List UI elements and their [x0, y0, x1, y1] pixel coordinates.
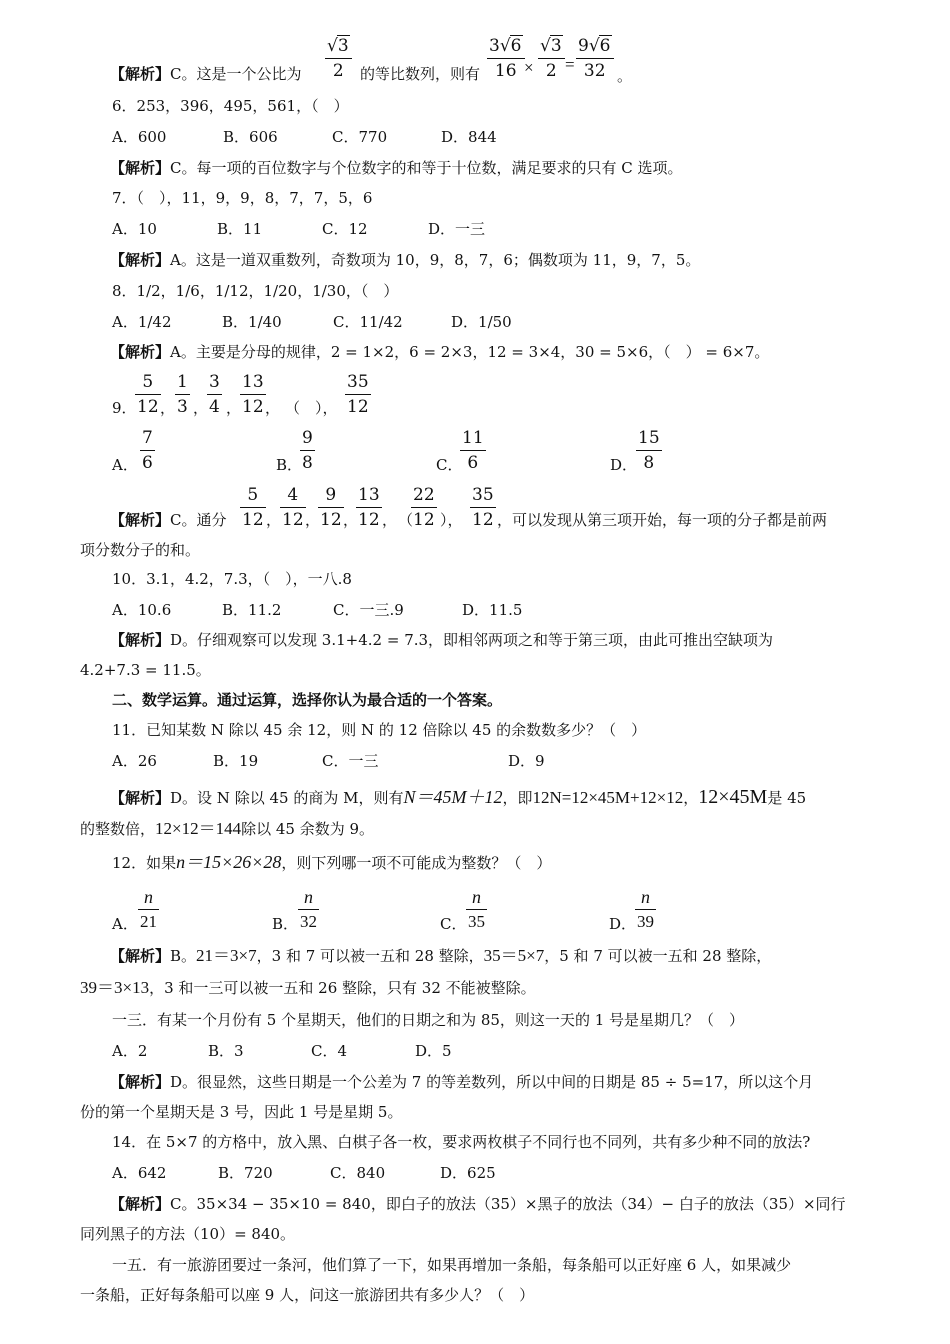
q5-fraction-3: 9√6 32: [576, 36, 614, 81]
comma: ，: [266, 511, 282, 529]
q9-explanation-line2: 项分数分子的和。: [80, 541, 201, 559]
q12-option-b: n 32: [300, 887, 317, 931]
q11-option-c: C．一三: [322, 752, 379, 770]
q14-option-b: B．720: [218, 1164, 273, 1182]
q10-option-b: B．11.2: [222, 601, 282, 619]
q8-option-b: B．1/40: [222, 313, 282, 331]
times-sign: ×: [524, 58, 534, 77]
q6-question: 6．253，396，495，561，（ ）: [112, 97, 349, 115]
q7-option-b: B．11: [217, 220, 263, 238]
q13-option-d: D．5: [415, 1042, 452, 1060]
q14-question: 14．在 5×7 的方格中，放入黑、白棋子各一枚，要求两枚棋子不同行也不同列，共有多少种不同的放法?: [112, 1133, 811, 1151]
comma: ，: [193, 399, 209, 417]
q9-number: 9．: [112, 399, 137, 417]
q9-term-5: 35 12: [347, 372, 369, 417]
equation: n＝15×26×28: [176, 852, 282, 872]
equation: 21＝3×7: [196, 946, 257, 965]
q6-option-b: B．606: [223, 128, 278, 146]
equation: 39＝3×13: [80, 978, 150, 997]
q12-question: 12．如果n＝15×26×28，则下列哪一项不可能成为整数？（ ）: [112, 852, 552, 872]
q12-option-c-letter: C．: [440, 915, 467, 933]
q8-option-d: D．1/50: [451, 313, 512, 331]
q7-question: 7．（ ），11，9，9，8，7，7，5，6: [112, 189, 373, 207]
equation: N＝45M＋12: [403, 787, 503, 807]
q6-explanation: 【解析】C。每一项的百位数字与个位数字的和等于十位数，满足要求的只有 C 选项。: [110, 159, 683, 177]
q14-option-c: C．840: [330, 1164, 386, 1182]
q11-option-a: A．26: [112, 752, 157, 770]
q12-option-b-letter: B．: [272, 915, 299, 933]
q9-exp-frac-1: 5 12: [242, 485, 264, 530]
q14-explanation: 【解析】C。35×34 − 35×10 = 840，即白子的放法（35）×黑子的放法（34）− 白子的放法（35）×同行: [110, 1195, 846, 1213]
q9-term-4: 13 12: [242, 372, 264, 417]
q9-option-d: 15 8: [638, 428, 660, 473]
q11-explanation-line2: 的整数倍，12×12＝144除以 45 余数为 9。: [80, 819, 375, 838]
q5-ratio-fraction: √3 2: [325, 36, 352, 81]
q12-option-d: n 39: [637, 887, 654, 931]
comma: ，: [343, 511, 359, 529]
q13-explanation: 【解析】D。很显然，这些日期是一个公差为 7 的等差数列，所以中间的日期是 85 ÷ 5=17，所以这个月: [110, 1073, 814, 1091]
q9-term-2: 1 3: [177, 372, 188, 417]
equation: 12N=12×45M+12×12: [532, 788, 684, 807]
section-heading: 二、数学运算。通过运算，选择你认为最合适的一个答案。: [112, 691, 503, 709]
comma: ，: [226, 399, 242, 417]
q13-option-b: B．3: [208, 1042, 244, 1060]
equals-sign: =: [565, 55, 575, 74]
comma: ，: [265, 399, 281, 417]
q6-option-d: D．844: [441, 128, 497, 146]
q5-explanation-cont: 的等比数列，则有: [360, 65, 481, 83]
comma: ，: [305, 511, 321, 529]
q7-option-c: C．12: [322, 220, 368, 238]
q9-term-1: 5 12: [137, 372, 159, 417]
q6-option-a: A．600: [112, 128, 167, 146]
q9-exp-frac-4: 13 12: [358, 485, 380, 530]
q10-explanation-line2: 4.2+7.3 = 11.5。: [80, 661, 211, 679]
q9-blank: （ ），: [285, 399, 338, 417]
q9-option-b-letter: B．: [276, 456, 303, 474]
q14-explanation-line2: 同列黑子的方法（10）= 840。: [80, 1225, 296, 1243]
q12-option-d-letter: D．: [609, 915, 637, 933]
equation: 12×12＝144: [155, 819, 242, 838]
q13-explanation-line2: 份的第一个星期天是 3 号，因此 1 号是星期 5。: [80, 1103, 403, 1121]
q15-question-line2: 一条船，正好每条船可以座 9 人，问这一旅游团共有多少人？（ ）: [80, 1286, 535, 1304]
q11-explanation: 【解析】D。设 N 除以 45 的商为 M，则有N＝45M＋12，即12N=12×45M+12×12，12×45M是 45: [110, 786, 807, 808]
q7-option-d: D．一三: [428, 220, 486, 238]
q10-option-c: C．一三.9: [333, 601, 404, 619]
period: 。: [617, 67, 633, 85]
q9-explanation-cont: ，可以发现从第三项开始，每一项的分子都是前两: [497, 511, 828, 529]
q10-option-a: A．10.6: [112, 601, 172, 619]
equation: 35＝5×7: [483, 946, 545, 965]
paren-close: ），: [440, 511, 463, 529]
comma: ，: [382, 511, 398, 529]
q8-option-a: A．1/42: [112, 313, 172, 331]
q9-exp-frac-5: 22 12: [413, 485, 435, 530]
q9-option-c-letter: C．: [436, 456, 463, 474]
q9-exp-frac-2: 4 12: [282, 485, 304, 530]
q8-question: 8．1/2，1/6，1/12，1/20，1/30，（ ）: [112, 282, 399, 300]
q5-explanation: 【解析】C。这是一个公比为: [110, 65, 302, 83]
q12-option-a-letter: A．: [112, 915, 138, 933]
q11-option-d: D．9: [508, 752, 545, 770]
q7-explanation: 【解析】A。这是一道双重数列，奇数项为 10，9，8，7，6；偶数项为 11，9，7，5。: [110, 251, 701, 269]
q12-explanation: 【解析】B。21＝3×7，3 和 7 可以被一五和 28 整除，35＝5×7，5 和 7 可以被一五和 28 整除，: [110, 946, 772, 965]
q7-option-a: A．10: [112, 220, 157, 238]
q15-question: 一五．有一旅游团要过一条河，他们算了一下，如果再增加一条船，每条船可以正好座 6 人，如果减少: [112, 1256, 792, 1274]
q5-fraction-2: √3 2: [538, 36, 565, 81]
q9-exp-frac-3: 9 12: [320, 485, 342, 530]
q8-explanation: 【解析】A。主要是分母的规律，2 = 1×2，6 = 2×3，12 = 3×4，30 = 5×6，（ ） = 6×7。: [110, 343, 770, 361]
q11-option-b: B．19: [213, 752, 259, 770]
q9-term-3: 3 4: [209, 372, 220, 417]
q11-question: 11．已知某数 N 除以 45 余 12，则 N 的 12 倍除以 45 的余数数多少？（ ）: [112, 721, 647, 739]
q10-explanation: 【解析】D。仔细观察可以发现 3.1+4.2 = 7.3，即相邻两项之和等于第三项，由此可推出空缺项为: [110, 631, 774, 649]
q10-option-d: D．11.5: [462, 601, 523, 619]
q9-option-a: 7 6: [142, 428, 153, 473]
q6-option-c: C．770: [332, 128, 388, 146]
analysis-tag: 【解析】: [110, 65, 171, 83]
q14-option-a: A．642: [112, 1164, 167, 1182]
q8-option-c: C．11/42: [333, 313, 403, 331]
q10-question: 10．3.1，4.2，7.3，（ ），一八.8: [112, 570, 352, 588]
q9-explanation: 【解析】C。通分: [110, 511, 227, 529]
q12-explanation-line2: 39＝3×13，3 和一三可以被一五和 26 整除，只有 32 不能被整除。: [80, 978, 536, 997]
q13-option-a: A．2: [112, 1042, 148, 1060]
q9-option-b: 9 8: [302, 428, 313, 473]
q13-option-c: C．4: [311, 1042, 348, 1060]
q13-question: 一三．有某一个月份有 5 个星期天，他们的日期之和为 85，则这一天的 1 号是星期几？（ ）: [112, 1011, 745, 1029]
q12-option-a: n 21: [140, 887, 157, 931]
q14-option-d: D．625: [440, 1164, 496, 1182]
q9-exp-frac-6: 35 12: [472, 485, 494, 530]
q9-option-a-letter: A．: [112, 456, 138, 474]
q12-option-c: n 35: [468, 887, 485, 931]
q9-option-c: 11 6: [462, 428, 484, 473]
equation: 12×45M: [698, 786, 768, 808]
q5-fraction-1: 3√6 16: [487, 36, 525, 81]
q9-option-d-letter: D．: [610, 456, 638, 474]
paren-open: （: [398, 511, 414, 529]
comma: ，: [160, 399, 176, 417]
